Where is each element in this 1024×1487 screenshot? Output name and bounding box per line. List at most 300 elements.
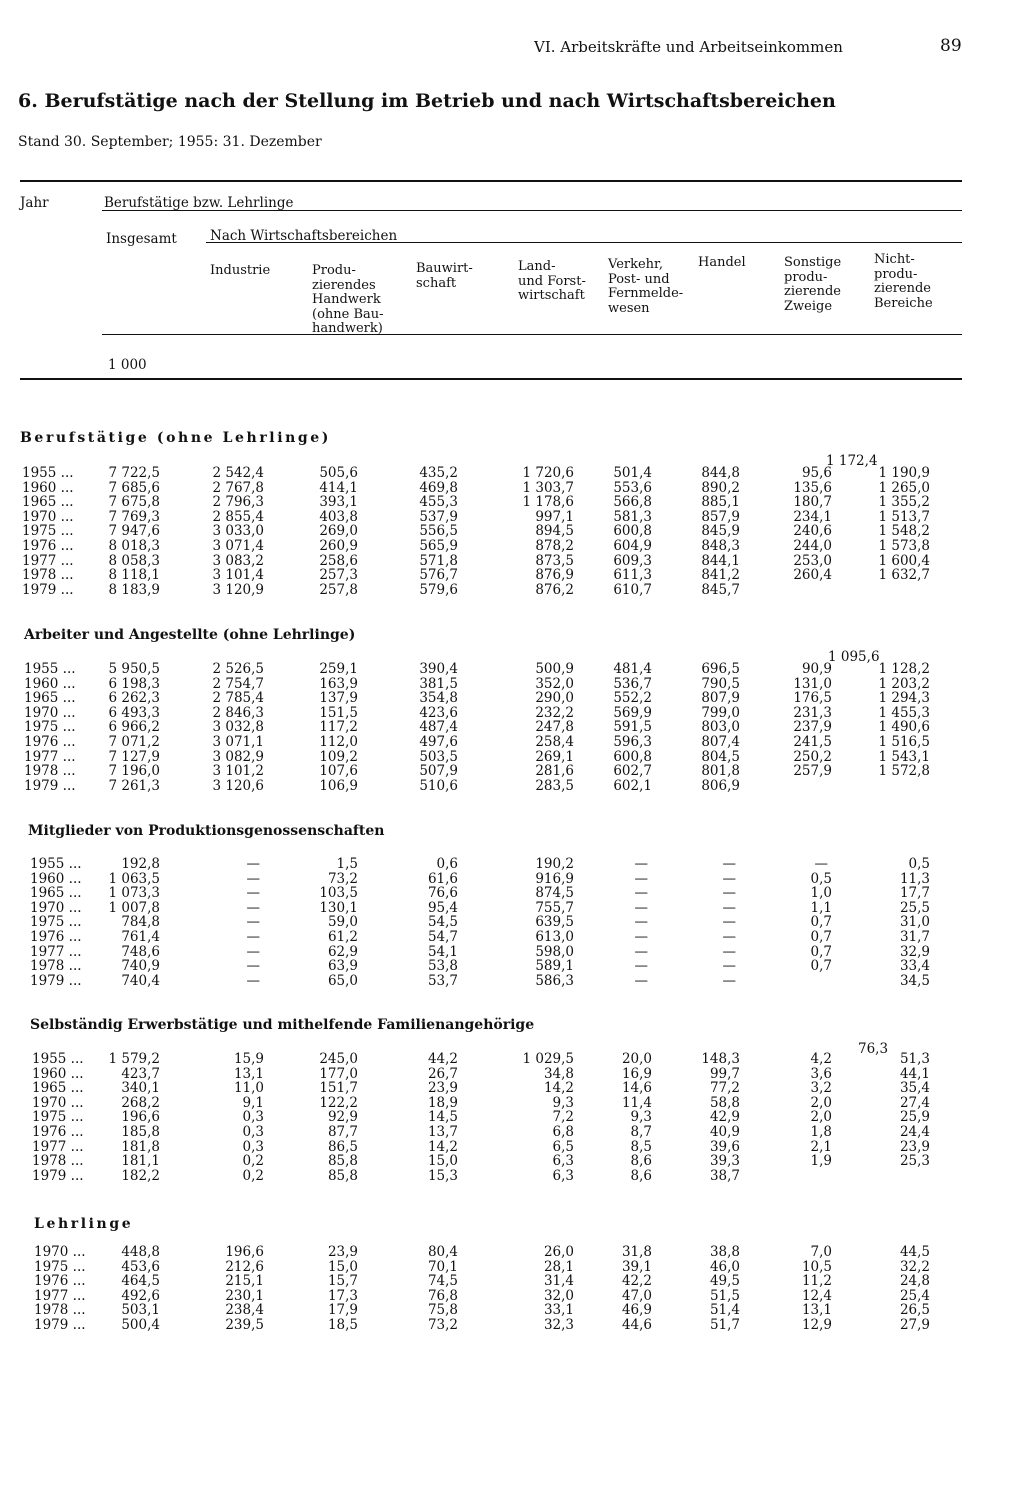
- row-year: 1979 ...: [24, 777, 76, 794]
- cell-industrie: 0,3: [242, 1109, 264, 1126]
- cell-sonstige: 12,4: [801, 1287, 832, 1304]
- cell-land-forst: 9,3: [552, 1094, 574, 1111]
- cell-verkehr: 610,7: [613, 581, 652, 598]
- cell-handwerk: 92,9: [327, 1109, 358, 1126]
- cell-bauwirtschaft: 14,2: [427, 1138, 458, 1155]
- section-title: Lehrlinge: [34, 1216, 134, 1232]
- cell-handwerk: 269,0: [319, 523, 358, 540]
- row-year: 1978 ...: [32, 1153, 84, 1170]
- cell-sonstige: 13,1: [801, 1302, 832, 1319]
- cell-nicht-produzierend: 1 572,8: [878, 763, 930, 780]
- cell-handel: 38,8: [709, 1244, 740, 1260]
- cell-handwerk: 163,9: [319, 675, 358, 692]
- cell-handel: 58,8: [709, 1094, 740, 1111]
- cell-sonstige: 12,9: [801, 1317, 832, 1333]
- cell-industrie: 3 082,9: [212, 748, 264, 765]
- cell-industrie: 212,6: [225, 1258, 264, 1275]
- cell-nicht-produzierend: 24,4: [899, 1124, 930, 1140]
- cell-handwerk: 505,6: [319, 465, 358, 481]
- cell-sonstige: 2,1: [810, 1138, 832, 1155]
- header-land-forst: Land- und Forst- wirtschaft: [518, 259, 586, 303]
- cell-handwerk: 87,7: [327, 1124, 358, 1140]
- row-year: 1976 ...: [32, 1124, 84, 1140]
- cell-verkehr: 42,2: [621, 1273, 652, 1290]
- cell-nicht-produzierend: 27,4: [899, 1094, 930, 1111]
- header-industrie: Industrie: [210, 263, 271, 278]
- cell-bauwirtschaft: 579,6: [419, 581, 458, 598]
- cell-bauwirtschaft: 455,3: [419, 494, 458, 511]
- cell-sonstige: 0,5: [810, 870, 832, 887]
- cell-industrie: 3 101,4: [212, 567, 264, 584]
- cell-handel: —: [722, 943, 736, 960]
- cell-land-forst: 1 303,7: [522, 479, 574, 496]
- cell-sonstige: 131,0: [793, 675, 832, 692]
- cell-verkehr: —: [634, 929, 648, 945]
- cell-bauwirtschaft: 26,7: [427, 1065, 458, 1082]
- cell-bauwirtschaft: 354,8: [419, 690, 458, 707]
- cell-sonstige: 240,6: [793, 523, 832, 540]
- cell-verkehr: 604,9: [613, 538, 652, 554]
- cell-handwerk: 112,0: [319, 734, 358, 750]
- cell-sonstige: 1,1: [810, 899, 832, 916]
- cell-industrie: —: [246, 870, 260, 887]
- cell-insgesamt: 8 058,3: [108, 552, 160, 569]
- cell-handel: 39,6: [709, 1138, 740, 1155]
- cell-bauwirtschaft: 435,2: [419, 465, 458, 481]
- cell-verkehr: 8,6: [630, 1167, 652, 1184]
- cell-sonstige: —: [814, 856, 828, 872]
- cell-bauwirtschaft: 95,4: [427, 899, 458, 916]
- row-year: 1977 ...: [32, 1138, 84, 1155]
- cell-verkehr: 581,3: [613, 508, 652, 525]
- cell-handel: 42,9: [709, 1109, 740, 1126]
- cell-handel: 841,2: [701, 567, 740, 584]
- cell-land-forst: 1 178,6: [522, 494, 574, 511]
- cell-handel: 99,7: [709, 1065, 740, 1082]
- cell-industrie: 196,6: [225, 1244, 264, 1260]
- cell-verkehr: 501,4: [613, 465, 652, 481]
- header-bottom-rule: [20, 378, 962, 380]
- cell-handwerk: 15,0: [327, 1258, 358, 1275]
- cell-land-forst: 1 720,6: [522, 465, 574, 481]
- cell-industrie: 13,1: [233, 1065, 264, 1082]
- cell-sonstige: 7,0: [810, 1244, 832, 1260]
- cell-handel: 148,3: [701, 1051, 740, 1067]
- cell-handwerk: 393,1: [319, 494, 358, 511]
- cell-insgesamt: 748,6: [121, 943, 160, 960]
- cell-nicht-produzierend: 25,5: [899, 899, 930, 916]
- cell-insgesamt: 7 261,3: [108, 777, 160, 794]
- cell-bauwirtschaft: 54,7: [427, 929, 458, 945]
- cell-bauwirtschaft: 53,8: [427, 958, 458, 975]
- cell-insgesamt: 181,1: [121, 1153, 160, 1170]
- cell-sonstige: 250,2: [793, 748, 832, 765]
- cell-nicht-produzierend: 34,5: [899, 972, 930, 989]
- cell-nicht-produzierend: 1 294,3: [878, 690, 930, 707]
- cell-land-forst: 916,9: [535, 870, 574, 887]
- cell-bauwirtschaft: 61,6: [427, 870, 458, 887]
- section-title: Selbständig Erwerbstätige und mithelfende Familienangehörige: [30, 1017, 535, 1033]
- cell-nicht-produzierend: 26,5: [899, 1302, 930, 1319]
- cell-insgesamt: 1 073,3: [108, 885, 160, 902]
- cell-verkehr: —: [634, 885, 648, 902]
- cell-nicht-produzierend: 1 203,2: [878, 675, 930, 692]
- section-title: Mitglieder von Produktionsgenossenschaften: [28, 823, 385, 839]
- cell-bauwirtschaft: 15,3: [427, 1167, 458, 1184]
- cell-verkehr: 9,3: [630, 1109, 652, 1126]
- cell-nicht-produzierend: 27,9: [899, 1317, 930, 1333]
- cell-land-forst: 7,2: [552, 1109, 574, 1126]
- cell-industrie: 3 071,1: [212, 734, 264, 750]
- cell-nicht-produzierend: 25,3: [899, 1153, 930, 1170]
- cell-nicht-produzierend: 1 490,6: [878, 719, 930, 736]
- cell-sonstige: 237,9: [793, 719, 832, 736]
- cell-sonstige: 4,2: [810, 1051, 832, 1067]
- cell-sonstige: 176,5: [793, 690, 832, 707]
- cell-verkehr: —: [634, 899, 648, 916]
- cell-handel: 890,2: [701, 479, 740, 496]
- cell-verkehr: 11,4: [621, 1094, 652, 1111]
- cell-handwerk: 1,5: [336, 856, 358, 872]
- cell-sonstige: 2,0: [810, 1109, 832, 1126]
- page-number: 89: [940, 36, 962, 56]
- row-year: 1960 ...: [32, 1065, 84, 1082]
- row-year: 1977 ...: [22, 552, 74, 569]
- row-year: 1955 ...: [32, 1051, 84, 1067]
- cell-handwerk: 107,6: [319, 763, 358, 780]
- cell-insgesamt: 492,6: [121, 1287, 160, 1304]
- cell-verkehr: 569,9: [613, 704, 652, 721]
- cell-industrie: 3 083,2: [212, 552, 264, 569]
- row-year: 1976 ...: [24, 734, 76, 750]
- cell-handel: —: [722, 899, 736, 916]
- cell-nicht-produzierend: 23,9: [899, 1138, 930, 1155]
- cell-handel: 803,0: [701, 719, 740, 736]
- cell-insgesamt: 7 722,5: [108, 465, 160, 481]
- cell-handel: 696,5: [701, 661, 740, 677]
- cell-handel: 49,5: [709, 1273, 740, 1290]
- cell-nicht-produzierend: 1 128,2: [878, 661, 930, 677]
- cell-verkehr: 8,6: [630, 1153, 652, 1170]
- cell-insgesamt: 8 018,3: [108, 538, 160, 554]
- cell-handwerk: 130,1: [319, 899, 358, 916]
- row-year: 1955 ...: [22, 465, 74, 481]
- cell-handwerk: 403,8: [319, 508, 358, 525]
- cell-nicht-produzierend: 44,5: [899, 1244, 930, 1260]
- cell-industrie: 2 796,3: [212, 494, 264, 511]
- cell-sonstige: 231,3: [793, 704, 832, 721]
- cell-verkehr: 8,7: [630, 1124, 652, 1140]
- cell-insgesamt: 7 127,9: [108, 748, 160, 765]
- cell-bauwirtschaft: 537,9: [419, 508, 458, 525]
- row-year: 1975 ...: [34, 1258, 86, 1275]
- cell-nicht-produzierend: 24,8: [899, 1273, 930, 1290]
- cell-handwerk: 103,5: [319, 885, 358, 902]
- row-year: 1977 ...: [24, 748, 76, 765]
- row-year: 1979 ...: [34, 1317, 86, 1333]
- cell-insgesamt: 6 262,3: [108, 690, 160, 707]
- cell-handel: 844,1: [701, 552, 740, 569]
- cell-industrie: —: [246, 856, 260, 872]
- cell-land-forst: 32,0: [543, 1287, 574, 1304]
- cell-nicht-produzierend: 31,0: [899, 914, 930, 931]
- cell-industrie: 2 846,3: [212, 704, 264, 721]
- cell-sonstige: 0,7: [810, 929, 832, 945]
- cell-land-forst: 31,4: [543, 1273, 574, 1290]
- cell-handwerk: 257,3: [319, 567, 358, 584]
- cell-verkehr: 46,9: [621, 1302, 652, 1319]
- header-handwerk: Produ- zierendes Handwerk (ohne Bau- handwerk): [312, 263, 384, 336]
- section-title: Arbeiter und Angestellte (ohne Lehrlinge): [24, 627, 356, 643]
- cell-handel: 40,9: [709, 1124, 740, 1140]
- cell-handwerk: 62,9: [327, 943, 358, 960]
- cell-verkehr: —: [634, 958, 648, 975]
- row-year: 1978 ...: [34, 1302, 86, 1319]
- row-year: 1970 ...: [30, 899, 82, 916]
- cell-handwerk: 137,9: [319, 690, 358, 707]
- cell-insgesamt: 740,4: [121, 972, 160, 989]
- cell-land-forst: 232,2: [535, 704, 574, 721]
- cell-bauwirtschaft: 497,6: [419, 734, 458, 750]
- cell-land-forst: 876,2: [535, 581, 574, 598]
- cell-handel: 806,9: [701, 777, 740, 794]
- row-year: 1978 ...: [24, 763, 76, 780]
- cell-land-forst: 1 029,5: [522, 1051, 574, 1067]
- cell-insgesamt: 464,5: [121, 1273, 160, 1290]
- cell-industrie: 0,2: [242, 1167, 264, 1184]
- cell-insgesamt: 196,6: [121, 1109, 160, 1126]
- cell-verkehr: 8,5: [630, 1138, 652, 1155]
- row-year: 1965 ...: [32, 1080, 84, 1097]
- cell-insgesamt: 7 769,3: [108, 508, 160, 525]
- cell-insgesamt: 182,2: [121, 1167, 160, 1184]
- cell-handwerk: 63,9: [327, 958, 358, 975]
- cell-industrie: 3 033,0: [212, 523, 264, 540]
- cell-handel: 845,9: [701, 523, 740, 540]
- cell-sonstige: 1,0: [810, 885, 832, 902]
- cell-handel: 845,7: [701, 581, 740, 598]
- cell-bauwirtschaft: 390,4: [419, 661, 458, 677]
- cell-nicht-produzierend: 1 190,9: [878, 465, 930, 481]
- cell-verkehr: 591,5: [613, 719, 652, 736]
- cell-insgesamt: 7 947,6: [108, 523, 160, 540]
- cell-sonstige: 257,9: [793, 763, 832, 780]
- cell-sonstige: 244,0: [793, 538, 832, 554]
- cell-insgesamt: 8 118,1: [108, 567, 160, 584]
- cell-bauwirtschaft: 18,9: [427, 1094, 458, 1111]
- row-year: 1979 ...: [30, 972, 82, 989]
- cell-bauwirtschaft: 487,4: [419, 719, 458, 736]
- row-year: 1955 ...: [24, 661, 76, 677]
- cell-industrie: 2 542,4: [212, 465, 264, 481]
- cell-nicht-produzierend: 32,2: [899, 1258, 930, 1275]
- cell-bauwirtschaft: 556,5: [419, 523, 458, 540]
- cell-bauwirtschaft: 23,9: [427, 1080, 458, 1097]
- cell-sonstige: 260,4: [793, 567, 832, 584]
- cell-handwerk: 85,8: [327, 1167, 358, 1184]
- cell-handel: 51,7: [709, 1317, 740, 1333]
- cell-bauwirtschaft: 576,7: [419, 567, 458, 584]
- cell-insgesamt: 6 493,3: [108, 704, 160, 721]
- cell-bauwirtschaft: 469,8: [419, 479, 458, 496]
- cell-industrie: 3 120,9: [212, 581, 264, 598]
- cell-land-forst: 352,0: [535, 675, 574, 692]
- cell-land-forst: 14,2: [543, 1080, 574, 1097]
- cell-bauwirtschaft: 503,5: [419, 748, 458, 765]
- table-subtitle: Stand 30. September; 1955: 31. Dezember: [18, 134, 322, 150]
- cell-insgesamt: 423,7: [121, 1065, 160, 1082]
- row-year: 1976 ...: [22, 538, 74, 554]
- header-insgesamt: Insgesamt: [106, 231, 177, 247]
- cell-bauwirtschaft: 381,5: [419, 675, 458, 692]
- cell-verkehr: —: [634, 972, 648, 989]
- cell-handwerk: 258,6: [319, 552, 358, 569]
- cell-land-forst: 755,7: [535, 899, 574, 916]
- cell-land-forst: 894,5: [535, 523, 574, 540]
- cell-insgesamt: 192,8: [121, 856, 160, 872]
- row-year: 1975 ...: [24, 719, 76, 736]
- cell-sonstige: 0,7: [810, 914, 832, 931]
- row-year: 1977 ...: [30, 943, 82, 960]
- cell-handel: 77,2: [709, 1080, 740, 1097]
- cell-industrie: 0,2: [242, 1153, 264, 1170]
- cell-verkehr: 566,8: [613, 494, 652, 511]
- cell-handel: 885,1: [701, 494, 740, 511]
- cell-sonstige: 0,7: [810, 943, 832, 960]
- cell-verkehr: 481,4: [613, 661, 652, 677]
- cell-verkehr: 14,6: [621, 1080, 652, 1097]
- cell-handel: 46,0: [709, 1258, 740, 1275]
- cell-bauwirtschaft: 80,4: [427, 1244, 458, 1260]
- cell-handwerk: 61,2: [327, 929, 358, 945]
- cell-verkehr: 611,3: [613, 567, 652, 584]
- cell-insgesamt: 740,9: [121, 958, 160, 975]
- cell-land-forst: 32,3: [543, 1317, 574, 1333]
- cell-industrie: 238,4: [225, 1302, 264, 1319]
- cell-handwerk: 151,5: [319, 704, 358, 721]
- cell-nicht-produzierend: 44,1: [899, 1065, 930, 1082]
- cell-nicht-produzierend: 1 632,7: [878, 567, 930, 584]
- cell-insgesamt: 268,2: [121, 1094, 160, 1111]
- row-year: 1970 ...: [22, 508, 74, 525]
- cell-handel: —: [722, 885, 736, 902]
- cell-handwerk: 23,9: [327, 1244, 358, 1260]
- cell-verkehr: 602,1: [613, 777, 652, 794]
- cell-nicht-produzierend: 1 355,2: [878, 494, 930, 511]
- cell-insgesamt: 7 685,6: [108, 479, 160, 496]
- section-extra-value: 1 095,6: [828, 649, 880, 665]
- cell-handwerk: 73,2: [327, 870, 358, 887]
- section-extra-value: 76,3: [858, 1041, 889, 1057]
- cell-sonstige: 1,9: [810, 1153, 832, 1170]
- header-verkehr: Verkehr, Post- und Fernmelde- wesen: [608, 257, 684, 316]
- cell-handwerk: 257,8: [319, 581, 358, 598]
- cell-handel: —: [722, 929, 736, 945]
- cell-industrie: —: [246, 899, 260, 916]
- cell-bauwirtschaft: 0,6: [436, 856, 458, 872]
- cell-land-forst: 281,6: [535, 763, 574, 780]
- cell-insgesamt: 7 675,8: [108, 494, 160, 511]
- row-year: 1960 ...: [30, 870, 82, 887]
- cell-sonstige: 11,2: [801, 1273, 832, 1290]
- cell-nicht-produzierend: 32,9: [899, 943, 930, 960]
- cell-handwerk: 151,7: [319, 1080, 358, 1097]
- cell-nicht-produzierend: 1 513,7: [878, 508, 930, 525]
- cell-nicht-produzierend: 17,7: [899, 885, 930, 902]
- cell-handwerk: 177,0: [319, 1065, 358, 1082]
- cell-bauwirtschaft: 14,5: [427, 1109, 458, 1126]
- row-year: 1976 ...: [30, 929, 82, 945]
- cell-industrie: 11,0: [233, 1080, 264, 1097]
- cell-sonstige: 90,9: [801, 661, 832, 677]
- cell-bauwirtschaft: 76,6: [427, 885, 458, 902]
- row-year: 1960 ...: [22, 479, 74, 496]
- cell-bauwirtschaft: 15,0: [427, 1153, 458, 1170]
- cell-nicht-produzierend: 25,9: [899, 1109, 930, 1126]
- cell-nicht-produzierend: 51,3: [899, 1051, 930, 1067]
- cell-bauwirtschaft: 73,2: [427, 1317, 458, 1333]
- table-title: 6. Berufstätige nach der Stellung im Betrieb und nach Wirtschaftsbereichen: [18, 90, 836, 112]
- cell-sonstige: 1,8: [810, 1124, 832, 1140]
- cell-land-forst: 26,0: [543, 1244, 574, 1260]
- cell-insgesamt: 6 198,3: [108, 675, 160, 692]
- cell-nicht-produzierend: 1 600,4: [878, 552, 930, 569]
- row-year: 1965 ...: [30, 885, 82, 902]
- section-title: Berufstätige (ohne Lehrlinge): [20, 430, 332, 446]
- cell-land-forst: 6,5: [552, 1138, 574, 1155]
- cell-handwerk: 15,7: [327, 1273, 358, 1290]
- cell-bauwirtschaft: 70,1: [427, 1258, 458, 1275]
- cell-industrie: 2 526,5: [212, 661, 264, 677]
- cell-verkehr: 600,8: [613, 523, 652, 540]
- cell-bauwirtschaft: 510,6: [419, 777, 458, 794]
- cell-nicht-produzierend: 1 548,2: [878, 523, 930, 540]
- cell-insgesamt: 761,4: [121, 929, 160, 945]
- row-year: 1965 ...: [24, 690, 76, 707]
- cell-insgesamt: 185,8: [121, 1124, 160, 1140]
- cell-industrie: 2 754,7: [212, 675, 264, 692]
- cell-handwerk: 245,0: [319, 1051, 358, 1067]
- cell-sonstige: 95,6: [801, 465, 832, 481]
- cell-handwerk: 106,9: [319, 777, 358, 794]
- cell-verkehr: 596,3: [613, 734, 652, 750]
- cell-bauwirtschaft: 76,8: [427, 1287, 458, 1304]
- row-year: 1979 ...: [22, 581, 74, 598]
- cell-industrie: 2 785,4: [212, 690, 264, 707]
- cell-land-forst: 269,1: [535, 748, 574, 765]
- cell-handwerk: 109,2: [319, 748, 358, 765]
- cell-insgesamt: 7 071,2: [108, 734, 160, 750]
- cell-verkehr: 47,0: [621, 1287, 652, 1304]
- column-head-rule: [102, 334, 962, 335]
- running-title: VI. Arbeitskräfte und Arbeitseinkommen: [534, 38, 843, 56]
- cell-land-forst: 290,0: [535, 690, 574, 707]
- cell-nicht-produzierend: 1 516,5: [878, 734, 930, 750]
- cell-sonstige: 180,7: [793, 494, 832, 511]
- cell-land-forst: 639,5: [535, 914, 574, 931]
- cell-sonstige: 253,0: [793, 552, 832, 569]
- cell-industrie: 230,1: [225, 1287, 264, 1304]
- top-rule: [20, 180, 962, 182]
- header-sonstige: Sonstige produ- zierende Zweige: [784, 255, 842, 314]
- cell-industrie: 2 855,4: [212, 508, 264, 525]
- section-extra-value: 1 172,4: [826, 453, 878, 469]
- row-year: 1955 ...: [30, 856, 82, 872]
- cell-industrie: 2 767,8: [212, 479, 264, 496]
- cell-handel: —: [722, 958, 736, 975]
- cell-handel: 38,7: [709, 1167, 740, 1184]
- cell-handel: 39,3: [709, 1153, 740, 1170]
